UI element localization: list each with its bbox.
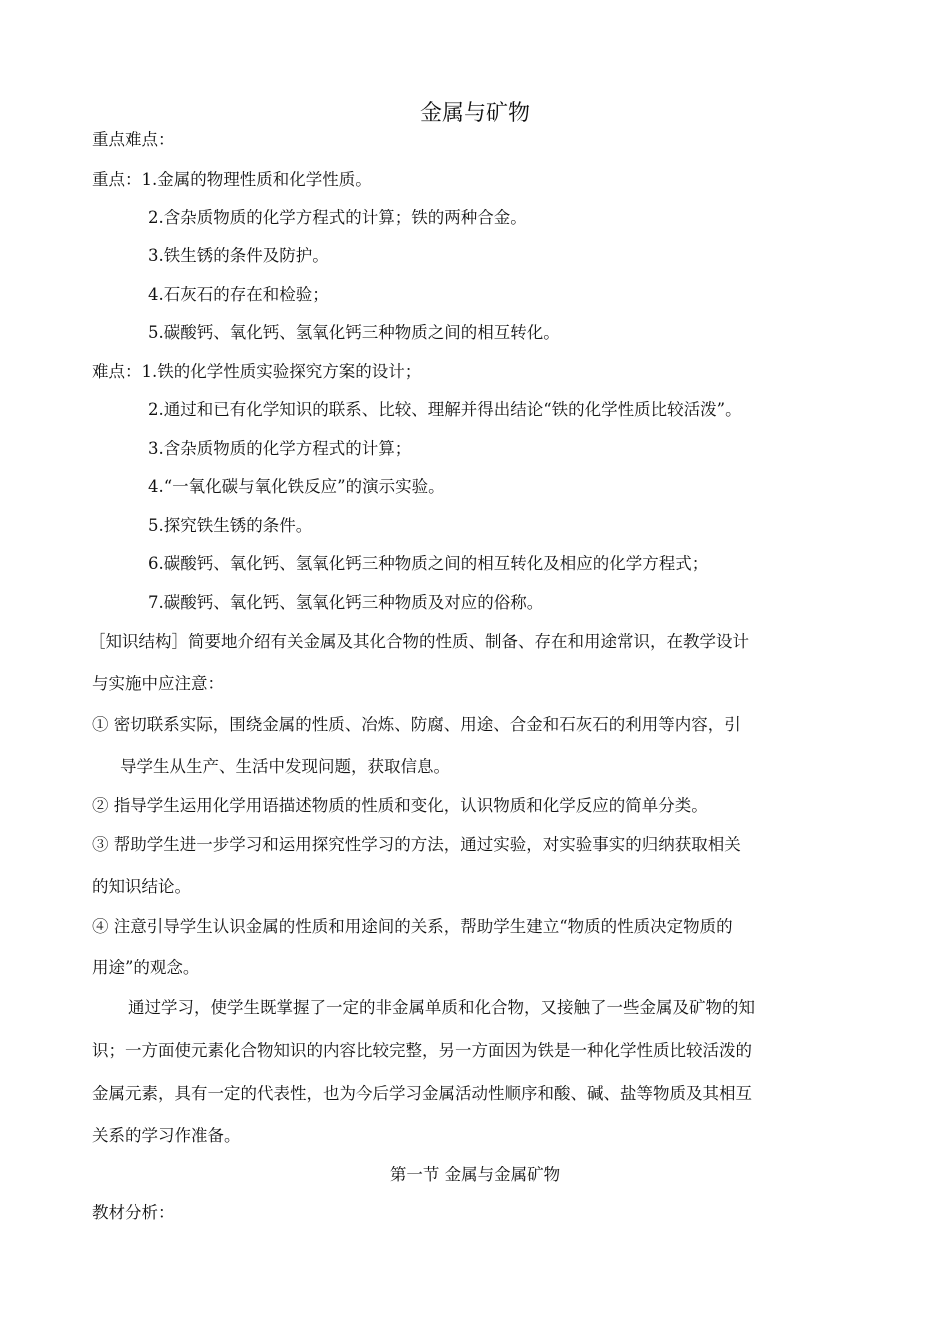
summary-line: 关系的学习作准备。 (92, 1126, 241, 1145)
section-title: 第一节 金属与金属矿物 (389, 1165, 561, 1184)
page-title: 金属与矿物 (419, 101, 530, 126)
key-difficulties-heading: 重点难点： (92, 130, 175, 149)
knowledge-structure-line: ［知识结构］简要地介绍有关金属及其化合物的性质、制备、存在和用途常识，在教学设计 (89, 632, 749, 651)
summary-line: 金属元素，具有一定的代表性，也为今后学习金属活动性顺序和酸、碱、盐等物质及其相互 (92, 1084, 752, 1103)
difficulty-line: 5.探究铁生锈的条件。 (148, 516, 313, 535)
summary-line: 通过学习，使学生既掌握了一定的非金属单质和化合物，又接触了一些金属及矿物的知 (128, 998, 755, 1017)
note-item: ③ 帮助学生进一步学习和运用探究性学习的方法，通过实验，对实验事实的归纳获取相关 (92, 835, 741, 854)
summary-line: 识；一方面使元素化合物知识的内容比较完整，另一方面因为铁是一种化学性质比较活泼的 (92, 1041, 752, 1060)
key-point-line: 重点：1.金属的物理性质和化学性质。 (92, 170, 372, 189)
note-item: ① 密切联系实际，围绕金属的性质、冶炼、防腐、用途、合金和石灰石的利用等内容，引 (92, 715, 741, 734)
note-item-continuation: 用途”的观念。 (92, 958, 200, 977)
key-point-line: 3.铁生锈的条件及防护。 (148, 246, 329, 265)
note-item: ④ 注意引导学生认识金属的性质和用途间的关系，帮助学生建立“物质的性质决定物质的 (92, 917, 733, 936)
difficulty-line: 难点：1.铁的化学性质实验探究方案的设计； (92, 362, 422, 381)
difficulty-line: 2.通过和已有化学知识的联系、比较、理解并得出结论“铁的化学性质比较活泼”。 (148, 400, 742, 419)
difficulty-line: 4.“一氧化碳与氧化铁反应”的演示实验。 (148, 477, 445, 496)
key-point-line: 2.含杂质物质的化学方程式的计算；铁的两种合金。 (148, 208, 527, 227)
note-item-continuation: 导学生从生产、生活中发现问题，获取信息。 (120, 757, 450, 776)
knowledge-structure-line: 与实施中应注意： (92, 674, 224, 693)
material-analysis-heading: 教材分析： (92, 1203, 175, 1222)
note-item-continuation: 的知识结论。 (92, 877, 191, 896)
key-point-line: 4.石灰石的存在和检验； (148, 285, 329, 304)
difficulty-line: 3.含杂质物质的化学方程式的计算； (148, 439, 412, 458)
note-item: ② 指导学生运用化学用语描述物质的性质和变化，认识物质和化学反应的简单分类。 (92, 796, 708, 815)
key-point-line: 5.碳酸钙、氧化钙、氢氧化钙三种物质之间的相互转化。 (148, 323, 560, 342)
difficulty-line: 7.碳酸钙、氧化钙、氢氧化钙三种物质及对应的俗称。 (148, 593, 544, 612)
difficulty-line: 6.碳酸钙、氧化钙、氢氧化钙三种物质之间的相互转化及相应的化学方程式； (148, 554, 709, 573)
